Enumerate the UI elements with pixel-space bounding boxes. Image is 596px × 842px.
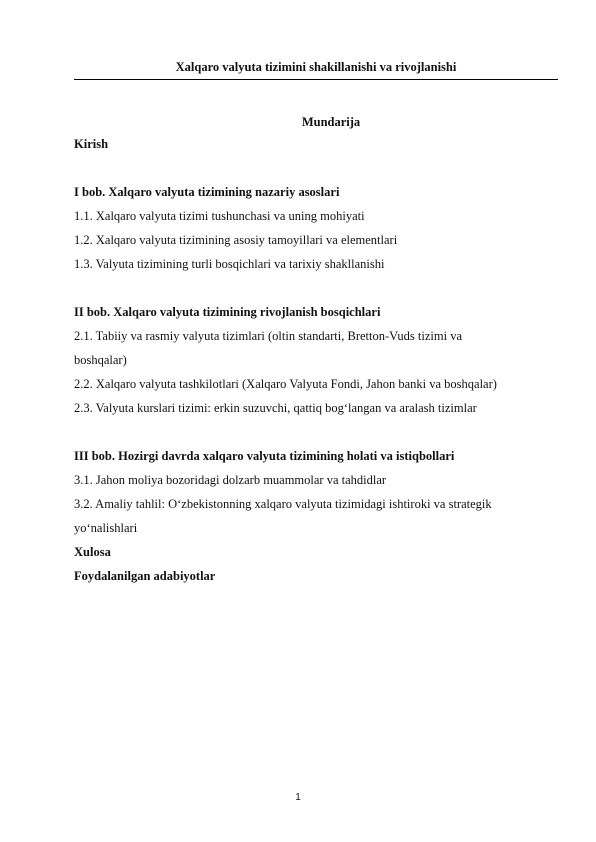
running-header: Xalqaro valyuta tizimini shakillanishi va rivojlanishi [175, 60, 457, 74]
toc-item-2-3: 2.3. Valyuta kurslari tizimi: erkin suzuvchi, qattiq bog‘langan va aralash tizimlar [74, 401, 477, 415]
toc-title: Mundarija [301, 115, 361, 129]
toc-intro: Kirish [74, 137, 109, 151]
toc-item-3-1: 3.1. Jahon moliya bozoridagi dolzarb muammolar va tahdidlar [74, 473, 387, 487]
toc-item-2-2: 2.2. Xalqaro valyuta tashkilotlari (Xalqaro Valyuta Fondi, Jahon banki va boshqalar) [74, 377, 497, 391]
toc-conclusion: Xulosa [74, 545, 111, 559]
page-number: 1 [295, 792, 301, 803]
toc-item-2-1: 2.1. Tabiiy va rasmiy valyuta tizimlari (oltin standarti, Bretton-Vuds tizimi va [74, 329, 462, 343]
chapter-1-title: I bob. Xalqaro valyuta tizimining nazariy asoslari [74, 185, 340, 199]
toc-item-3-2: 3.2. Amaliy tahlil: O‘zbekistonning xalqaro valyuta tizimidagi ishtiroki va strategik [74, 497, 492, 511]
toc-item-3-2-cont: yo‘nalishlari [74, 521, 138, 535]
chapter-2-title: II bob. Xalqaro valyuta tizimining rivojlanish bosqichlari [74, 305, 381, 319]
header-divider [74, 79, 558, 80]
toc-item-1-1: 1.1. Xalqaro valyuta tizimi tushunchasi va uning mohiyati [74, 209, 365, 223]
toc-item-1-2: 1.2. Xalqaro valyuta tizimining asosiy tamoyillari va elementlari [74, 233, 398, 247]
chapter-3-title: III bob. Hozirgi davrda xalqaro valyuta tizimining holati va istiqbollari [74, 449, 455, 463]
toc-item-2-1-cont: boshqalar) [74, 353, 127, 367]
toc-item-1-3: 1.3. Valyuta tizimining turli bosqichlari va tarixiy shakllanishi [74, 257, 385, 271]
toc-references: Foydalanilgan adabiyotlar [74, 569, 216, 583]
